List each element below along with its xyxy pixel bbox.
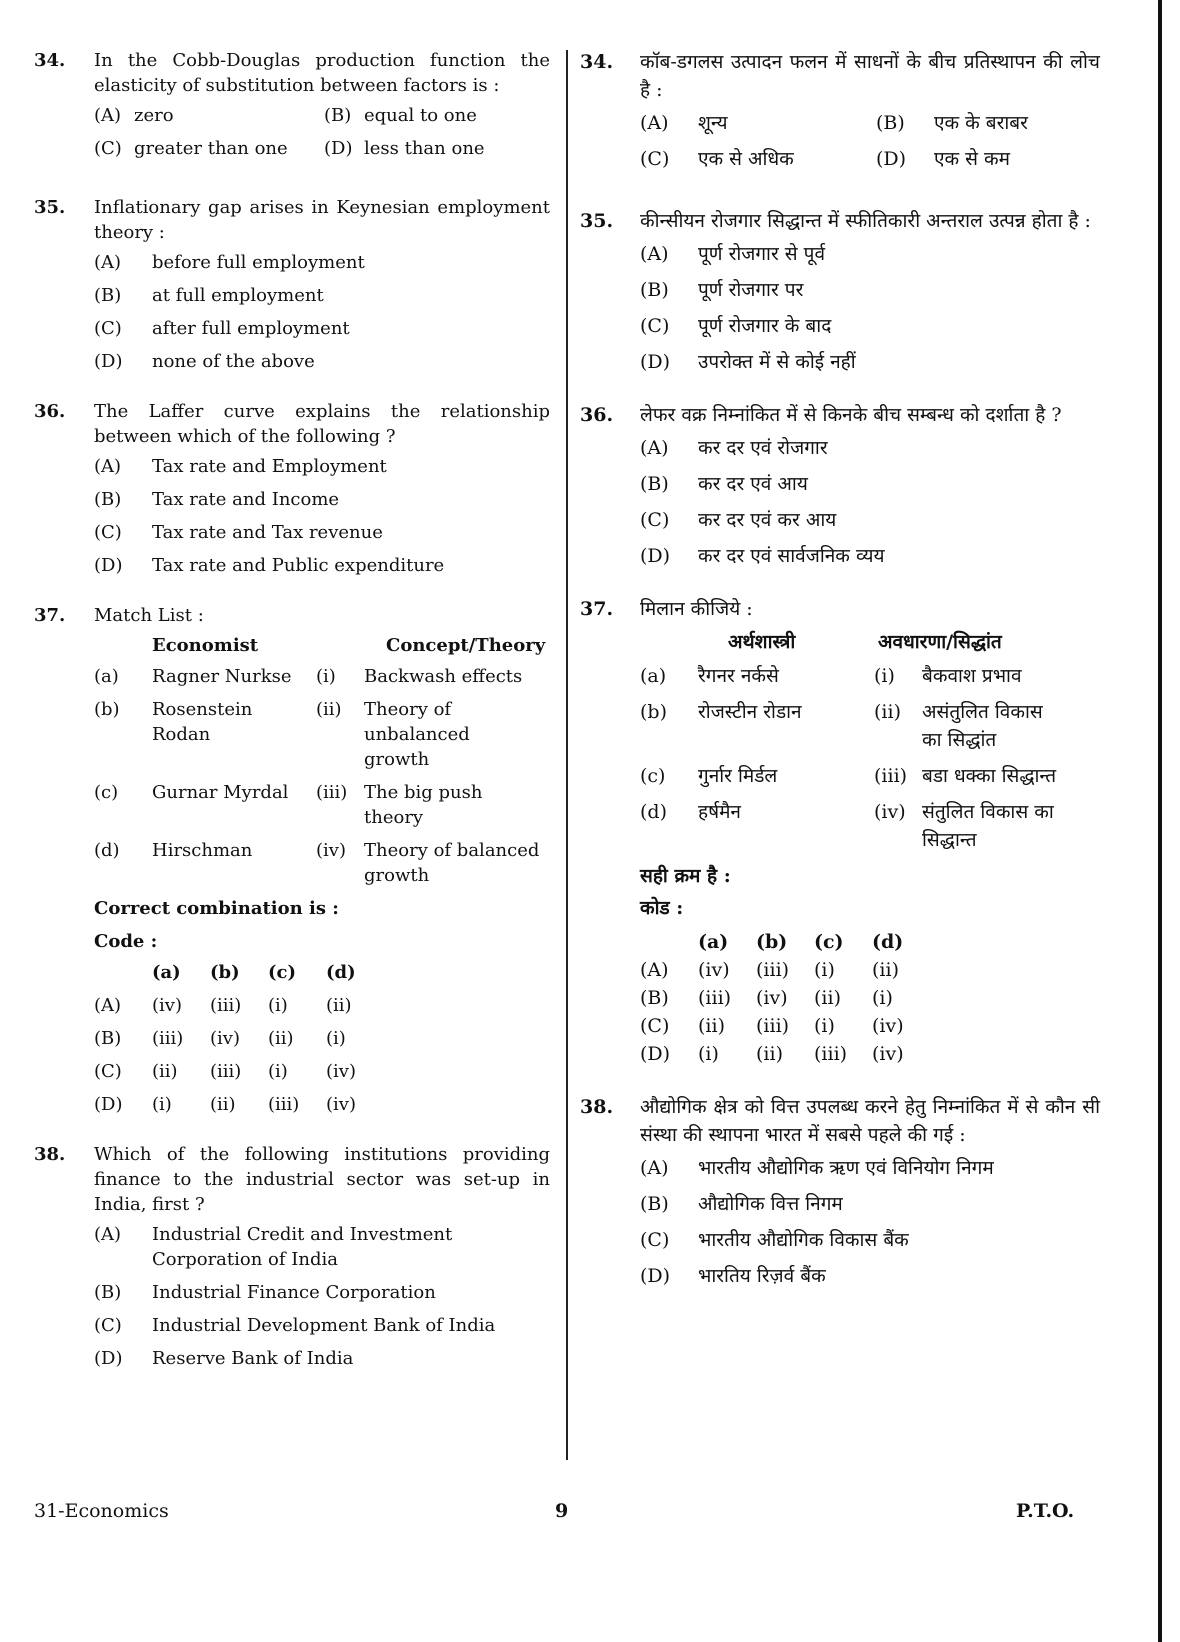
option [640,506,1100,534]
question-text: Inflationary gap arises in Keynesian employment theory : [94,197,550,243]
code-cell: (iv) [152,995,182,1016]
question-text: Match List : [94,605,204,626]
code-head: (b) [756,931,788,953]
code-cell: (iii) [756,959,790,981]
code-cell: (A) [94,995,122,1016]
code-cell: (ii) [152,1061,178,1082]
code-label: Code : [94,931,158,952]
option-text: कर दर एवं कर आय [698,509,837,531]
option-text: after full employment [152,318,350,339]
concept: बैकवाश प्रभाव [922,665,1022,687]
option [94,487,550,512]
economist: Rosenstein Rodan [152,699,253,745]
option-text: उपरोक्त में से कोई नहीं [698,351,856,373]
match-header-left: Economist [152,635,259,656]
option [640,542,1100,570]
question-37-hindi [580,595,1100,1068]
question-34-hindi [580,48,1100,173]
code-cell: (iv) [872,1043,904,1065]
economist: रैगनर नर्कसे [698,665,779,687]
code-cell: (i) [872,987,893,1009]
option-text: greater than one [134,138,288,159]
code-cell: (C) [94,1061,122,1082]
option-label: (C) [640,509,670,531]
match-header-left: अर्थशास्त्री [728,631,796,653]
concept-label: (i) [874,665,895,687]
match-row [94,697,550,772]
economist: Hirschman [152,840,253,861]
option-label: (D) [94,351,123,372]
code-cell: (C) [640,1015,670,1037]
question-34 [34,48,550,161]
option-label: (D) [640,545,671,567]
option-text: एक से अधिक [698,148,794,170]
question-number: 35. [34,197,66,218]
option [94,1222,550,1272]
option-label: (D) [94,1348,123,1369]
option-label: (B) [94,1282,122,1303]
options [640,109,1100,173]
option [94,1346,550,1371]
code-cell: (i) [326,1028,346,1049]
english-column [34,48,550,1396]
code-cell: (ii) [210,1094,236,1115]
option-label: (D) [94,555,123,576]
option-label: (D) [324,138,353,159]
footer-pto: P.T.O. [1016,1500,1075,1522]
option-label: (D) [876,148,907,170]
match-row [94,664,550,689]
code-cell: (D) [640,1043,671,1065]
question-36-hindi [580,401,1100,570]
question-text: मिलान कीजिये : [640,598,753,620]
option [640,312,1100,340]
option [640,240,1100,268]
option-text: कर दर एवं रोजगार [698,437,828,459]
option-text: none of the above [152,351,315,372]
option-text: एक के बराबर [934,112,1028,134]
concept: असंतुलित विकास का सिद्धांत [922,701,1043,751]
option-text: कर दर एवं आय [698,473,808,495]
option [94,250,550,275]
row-label: (b) [640,701,667,723]
option-text: Tax rate and Tax revenue [152,522,383,543]
option-label: (C) [94,522,122,543]
option-text: Industrial Finance Corporation [152,1282,436,1303]
code-cell: (iv) [326,1061,356,1082]
question-text: In the Cobb-Douglas production function the elasticity of substitution between factors is : [94,50,550,96]
option-text: less than one [364,138,485,159]
options [94,103,550,161]
code-cell: (D) [94,1094,123,1115]
option-label: (B) [640,279,669,301]
option [94,454,550,479]
option-text: पूर्ण रोजगार के बाद [698,315,832,337]
code-cell: (iii) [268,1094,300,1115]
match-row [94,838,550,888]
code-cell: (ii) [756,1043,783,1065]
code-cell: (ii) [268,1028,294,1049]
concept: Theory of unbalanced growth [364,699,470,770]
code-cell: (iv) [872,1015,904,1037]
code-table [94,960,550,1117]
option-text: at full employment [152,285,324,306]
question-number: 38. [34,1144,66,1165]
match-row [640,762,1100,790]
row-label: (a) [640,665,667,687]
concept: The big push theory [364,782,483,828]
code-cell: (i) [698,1043,719,1065]
option-label: (C) [94,318,122,339]
code-cell: (iv) [326,1094,356,1115]
option-label: (D) [640,351,671,373]
code-head: (c) [814,931,844,953]
question-number: 38. [580,1096,614,1118]
option-label: (B) [876,112,905,134]
row-label: (d) [94,840,120,861]
footer-subject: 31-Economics [34,1500,169,1522]
option [94,1313,550,1338]
option-label: (A) [94,252,122,273]
code-cell: (ii) [814,987,841,1009]
column-divider [566,50,568,1460]
row-label: (b) [94,699,120,720]
concept: बडा धक्का सिद्धान्त [922,765,1057,787]
code-label: कोड : [640,897,684,919]
page-number: 9 [555,1500,569,1522]
concept-label: (iv) [874,801,906,823]
economist: हर्षमैन [698,801,741,823]
option-label: (A) [640,243,669,265]
question-37 [34,603,550,1117]
code-cell: (i) [814,1015,835,1037]
option-label: (A) [94,105,122,126]
concept-label: (i) [316,666,336,687]
code-cell: (iv) [210,1028,240,1049]
question-number: 36. [34,401,66,422]
option [640,348,1100,376]
question-35 [34,195,550,374]
code-cell: (ii) [326,995,352,1016]
match-row [640,698,1100,754]
question-36 [34,399,550,578]
code-cell: (iii) [698,987,732,1009]
option-label: (A) [94,456,122,477]
hindi-column [580,48,1100,1315]
code-cell: (A) [640,959,669,981]
question-number: 35. [580,210,614,232]
option [94,316,550,341]
option [640,470,1100,498]
code-cell: (i) [268,1061,288,1082]
option [94,283,550,308]
concept: Backwash effects [364,666,523,687]
question-text: Which of the following institutions providing finance to the industrial sector was set-up in India, first ? [94,1144,550,1215]
question-text: औद्योगिक क्षेत्र को वित्त उपलब्ध करने हेतु निम्नांकित में से कौन सी संस्था की स्थापना भारत में सबसे पहले की गई : [640,1096,1100,1146]
match-row [94,780,550,830]
question-number: 34. [580,51,614,73]
option-label: (A) [640,437,669,459]
option-text: Reserve Bank of India [152,1348,354,1369]
code-cell: (iv) [698,959,730,981]
option-text: कर दर एवं सार्वजनिक व्यय [698,545,885,567]
concept: संतुलित विकास का सिद्धान्त [922,801,1054,851]
option-text: औद्योगिक वित्त निगम [698,1193,843,1215]
code-cell: (iii) [210,1061,242,1082]
code-head [94,960,152,985]
concept-label: (ii) [316,699,342,720]
combination-label: सही क्रम है : [640,865,731,887]
option-label: (C) [94,138,122,159]
option-text: Tax rate and Public expenditure [152,555,445,576]
code-cell: (i) [268,995,288,1016]
row-label: (d) [640,801,667,823]
code-head: (d) [326,962,356,983]
code-head: (c) [268,962,296,983]
option-text: Industrial Credit and Investment Corporation of India [152,1224,453,1270]
code-table [640,928,1100,1068]
code-cell: (iii) [210,995,242,1016]
economist: रोजस्टीन रोडान [698,701,802,723]
option-text: शून्य [698,112,728,134]
concept-label: (iv) [316,840,346,861]
row-label: (c) [94,782,119,803]
option [640,1190,1100,1218]
option-text: भारतीय औद्योगिक विकास बैंक [698,1229,909,1251]
option-label: (D) [640,1265,671,1287]
concept-label: (ii) [874,701,901,723]
option-label: (A) [94,1224,122,1245]
code-cell: (i) [152,1094,172,1115]
row-label: (c) [640,765,666,787]
option-label: (A) [640,112,669,134]
option-label: (C) [640,315,670,337]
option-label: (B) [94,285,122,306]
code-cell: (ii) [698,1015,725,1037]
code-head [640,928,698,956]
match-row [640,662,1100,690]
option-label: (C) [94,1315,122,1336]
option-text: भारतीय औद्योगिक ऋण एवं विनियोग निगम [698,1157,994,1179]
code-cell: (iv) [756,987,788,1009]
option-text: पूर्ण रोजगार पर [698,279,804,301]
match-header-right: अवधारणा/सिद्धांत [878,631,1002,653]
option-label: (C) [640,148,670,170]
option-text: Industrial Development Bank of India [152,1315,496,1336]
question-number: 34. [34,50,66,71]
match-header [640,628,1100,656]
concept-label: (iii) [316,782,348,803]
option-label: (B) [94,489,122,510]
option [94,1280,550,1305]
question-text: कीन्सीयन रोजगार सिद्धान्त में स्फीतिकारी अन्तराल उत्पन्न होता है : [640,210,1091,232]
question-number: 37. [34,605,66,626]
option [640,1262,1100,1290]
code-cell: (B) [94,1028,122,1049]
question-38-hindi [580,1093,1100,1290]
code-head: (d) [872,931,904,953]
option-label: (A) [640,1157,669,1179]
concept: Theory of balanced growth [364,840,540,886]
row-label: (a) [94,666,119,687]
option [640,1226,1100,1254]
code-cell: (iii) [152,1028,184,1049]
code-head: (b) [210,962,240,983]
question-number: 36. [580,404,614,426]
page-edge [1158,0,1162,1642]
combination-label: Correct combination is : [94,898,339,919]
economist: गुर्नार मिर्डल [698,765,778,787]
question-text: लेफर वक्र निम्नांकित में से किनके बीच सम्बन्ध को दर्शाता है ? [640,404,1062,426]
match-header-right: Concept/Theory [386,635,546,656]
concept-label: (iii) [874,765,908,787]
option [94,349,550,374]
option [640,1154,1100,1182]
match-row [640,798,1100,854]
code-head: (a) [698,931,729,953]
question-text: कॉब-डगलस उत्पादन फलन में साधनों के बीच प्रतिस्थापन की लोच है : [640,51,1100,101]
option-text: before full employment [152,252,365,273]
option-text: Tax rate and Income [152,489,340,510]
question-35-hindi [580,207,1100,376]
code-cell: (i) [814,959,835,981]
option-text: एक से कम [934,148,1010,170]
code-cell: (B) [640,987,669,1009]
option [640,276,1100,304]
option [640,434,1100,462]
option [94,553,550,578]
option-text: भारतिय रिज़र्व बैंक [698,1265,826,1287]
match-header [94,633,550,658]
question-number: 37. [580,598,614,620]
option-label: (B) [640,1193,669,1215]
code-cell: (ii) [872,959,899,981]
option-text: zero [134,105,174,126]
economist: Ragner Nurkse [152,666,292,687]
code-cell: (iii) [814,1043,848,1065]
option-text: equal to one [364,105,477,126]
option-label: (B) [324,105,352,126]
option [94,520,550,545]
economist: Gurnar Myrdal [152,782,289,803]
code-cell: (iii) [756,1015,790,1037]
option-label: (C) [640,1229,670,1251]
code-head: (a) [152,962,181,983]
option-label: (B) [640,473,669,495]
option-text: पूर्ण रोजगार से पूर्व [698,243,826,265]
option-text: Tax rate and Employment [152,456,387,477]
question-38 [34,1142,550,1371]
question-text: The Laffer curve explains the relationship between which of the following ? [94,401,550,447]
